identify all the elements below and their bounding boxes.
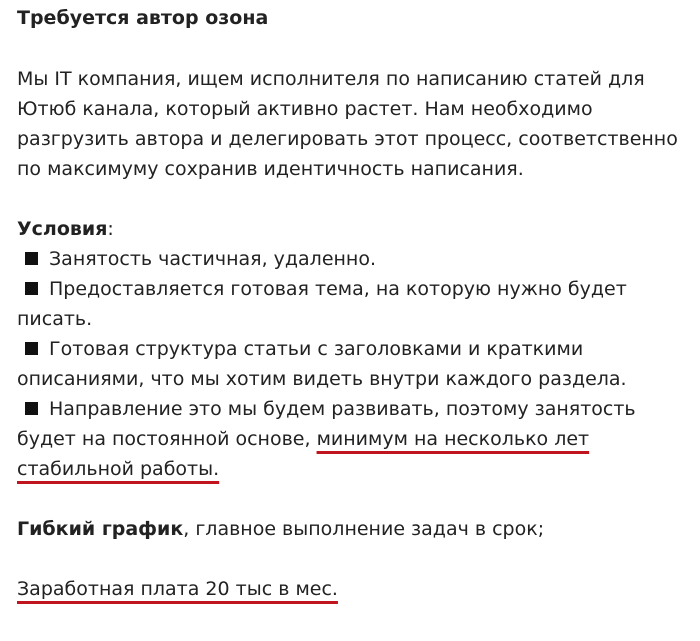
intro-paragraph: Мы IT компания, ищем исполнителя по написанию статей для Ютюб канала, который активно растет. Нам необходимо разгрузить автора и делегировать этот процесс, соответственно по максимуму сохранив идентичность написания. (17, 68, 678, 180)
black-square-icon (25, 282, 38, 295)
condition-item (17, 394, 689, 484)
conditions-heading (17, 214, 689, 244)
schedule-text: , главное выполнение задач в срок; (183, 518, 545, 540)
conditions-list (17, 244, 689, 484)
schedule-label: Гибкий график (17, 518, 184, 540)
condition-item (17, 244, 689, 274)
black-square-icon (25, 402, 38, 415)
condition-item (17, 334, 689, 394)
condition-item (17, 274, 689, 334)
job-posting (17, 0, 689, 604)
underlined-highlight: минимум на несколько лет стабильной работы. (17, 428, 590, 480)
conditions-heading-label: Условия (17, 218, 108, 240)
schedule-line (17, 514, 689, 544)
condition-text: Готовая структура статьи с заголовками и краткими описаниями, что мы хотим видеть внутри каждого раздела. (17, 338, 627, 390)
black-square-icon (25, 252, 38, 265)
posting-title: Требуется автор озона (17, 7, 269, 29)
salary-line (17, 574, 689, 604)
condition-text: Занятость частичная, удаленно. (49, 248, 377, 270)
salary-text: Заработная плата 20 тыс в мес. (17, 578, 338, 600)
condition-text: Предоставляется готовая тема, на которую нужно будет писать. (17, 278, 627, 330)
condition-text: Направление это мы будем развивать, поэтому занятость будет на постоянной основе, (17, 398, 636, 450)
black-square-icon (25, 342, 38, 355)
conditions-heading-colon: : (107, 218, 114, 240)
